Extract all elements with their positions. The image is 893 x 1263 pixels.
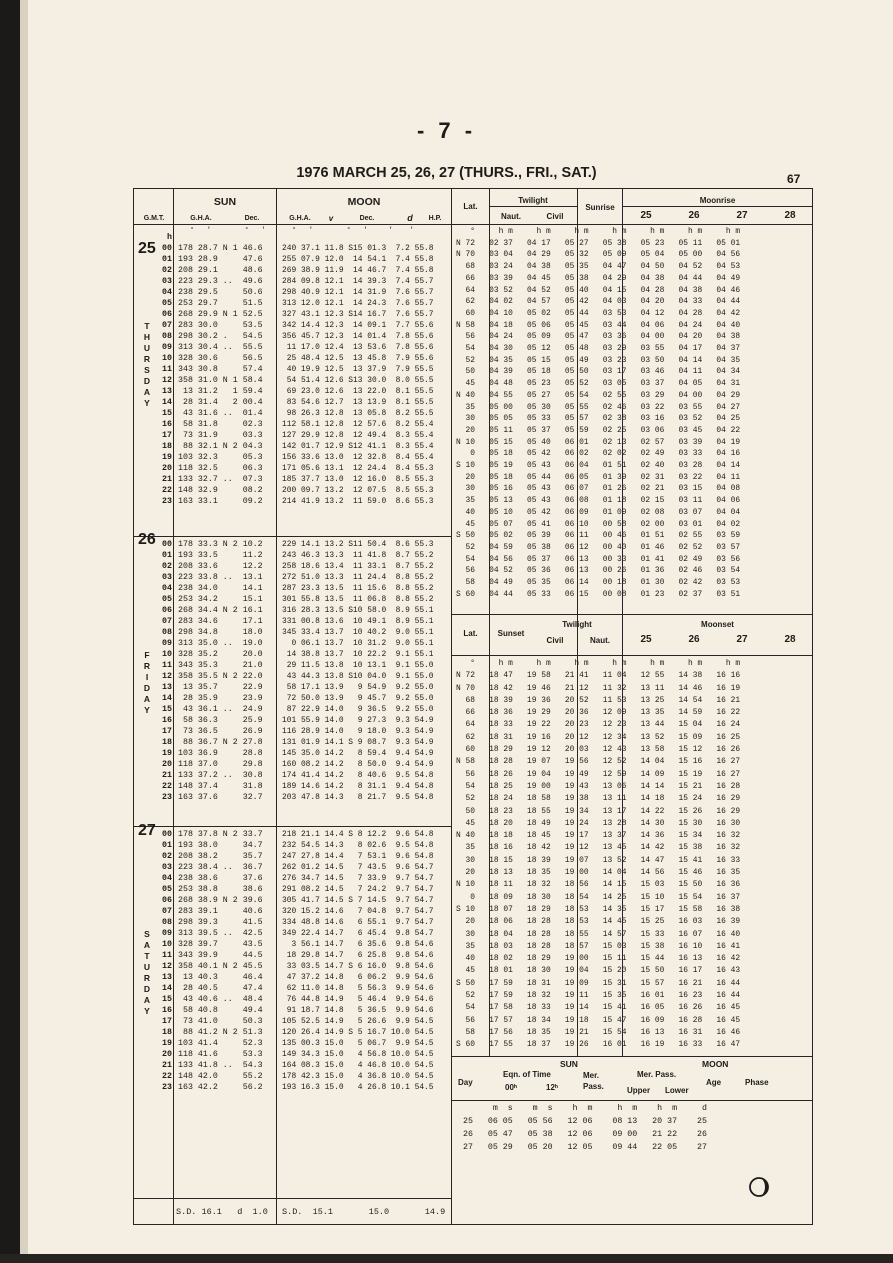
lat-header: Lat.	[463, 202, 478, 211]
weekday-letter: T	[144, 321, 150, 331]
rule-sunset-head-bottom	[451, 655, 813, 656]
weekday-letter: D	[143, 984, 151, 994]
twilight-header: Twilight	[518, 196, 548, 205]
page-corner-number: 67	[787, 172, 801, 186]
bottom-table-rows: m s m s h m h m h m d 25 06 05 05 56 12 06 08 13 20 37 25 26 05 47 05 38 12 06 09 00 21 22 26 27 05 29 05 20 12 05 09 44 22 05 27	[462, 1104, 707, 1152]
moon-phase-icon	[748, 1176, 770, 1198]
moon-gha-header: G.H.A.	[289, 215, 311, 222]
sun-semidiameter: S.D. 16.1 d 1.0	[176, 1207, 268, 1217]
sunset-moonset-table: ° h m h m h m h m h m h m h m N 72 18 47 19 58 21 41 11 04 12 55 14 38 16 16 N 70 18 42 19 46 21 12 11 32 13 11 14 46 16 19 68 18 39 19 36 20 52 11 53 13 25 14 54 16 21 66 18 36 19 29 20 36 12 09 13 35 14 59 16 22 64 18 33 19 22 20 23 12 23 13 44 15 04 16 24 62 18 31 19 16 20 12 12 34 13 52 15 09 16 25 60 18 29 19 12 20 03 12 43 13 58 15 12 16 26 N 58 18 28 19 07 19 56 12 52 14 04 15 16 16 27 56 18 26 19 04 19 49 12 59 14 09 15 19 16 27 54 18 25 19 00 19 43 13 06 14 14 15 21 16 28 52 18 24 18 58 19 38 13 11 14 18 15 24 16 29 50 18 23 18 55 19 34 13 17 14 22 15 26 16 29 45 18 20 18 49 19 24 13 28 14 30 15 30 16 30 N 40 18 18 18 45 19 17 13 37 14 36 15 34 16 32 35 18 16 18 42 19 12 13 45 14 42 15 38 16 32 30 18 15 18 39 19 07 13 52 14 47 15 41 16 33 20 18 13 18 35 19 00 14 04 14 56 15 46 16 35 N 10 18 11 18 32 18 56 14 15 15 03 15 50 16 36 0 18 09 18 30 18 54 14 25 15 10 15 54 16 37 S 10 18 07 18 29 18 53 14 35 15 17 15 58 16 38 20 18 06 18 28 18 53 14 45 15 25 16 03 16 39 30 18 04 18 28 18 55 14 57 15 33 16 07 16 40 35 18 03 18 28 18 57 15 03 15 38 16 10 16 41 40 18 02 18 29 19 00 15 11 15 44 16 13 16 42 45 18 01 18 30 19 04 15 20 15 50 16 17 16 43 S 50 17 59 18 31 19 09 15 31 15 57 16 21 16 44 52 17 59 18 32 19 11 15 35 16 01 16 23 16 44 54 17 58 18 33 19 14 15 41 16 05 16 26 16 45 56 17 57 18 34 19 18 15 47 16 09 16 28 16 45 58 17 56 18 35 19 21 15 54 16 13 16 31 16 46 S 60 17 55 18 37 19 26 16 01 16 19 16 33 16 47	[456, 659, 741, 1050]
weekday-letter: A	[143, 387, 151, 397]
moonrise-day-27: 27	[736, 210, 748, 221]
sun-dec-header: Dec.	[244, 215, 260, 222]
weekday-letter: Y	[144, 705, 150, 715]
page-gutter	[20, 0, 28, 1263]
bottom-day-header: Day	[458, 1078, 473, 1087]
sunset-header: Sunset	[497, 629, 525, 638]
lower-header: Lower	[665, 1086, 689, 1095]
moonset-header: Moonset	[701, 620, 734, 629]
moonrise-day-26: 26	[688, 210, 700, 221]
sunrise-moonrise-table: ° h m h m h m h m h m h m h m N 72 02 37 04 17 05 27 05 38 05 23 05 11 05 01 N 70 03 04 04 29 05 32 05 09 05 04 05 00 04 56 68 03 24 04 38 05 35 04 47 04 50 04 52 04 53 66 03 39 04 45 05 38 04 29 04 38 04 44 04 49 64 03 52 04 52 05 40 04 15 04 28 04 38 04 46 62 04 02 04 57 05 42 04 03 04 20 04 33 04 44 60 04 10 05 02 05 44 03 53 04 12 04 28 04 42 N 58 04 18 05 06 05 45 03 44 04 06 04 24 04 40 56 04 24 05 09 05 47 03 36 04 00 04 20 04 38 54 04 30 05 12 05 48 03 29 03 55 04 17 04 37 52 04 35 05 15 05 49 03 23 03 50 04 14 04 35 50 04 39 05 18 05 50 03 17 03 46 04 11 04 34 45 04 48 05 23 05 52 03 05 03 37 04 05 04 31 N 40 04 55 05 27 05 54 02 55 03 29 04 00 04 29 35 05 00 05 30 05 55 02 46 03 22 03 55 04 27 30 05 05 05 33 05 57 02 38 03 16 03 52 04 25 20 05 11 05 37 05 59 02 25 03 06 03 45 04 22 N 10 05 15 05 40 06 01 02 13 02 57 03 39 04 19 0 05 18 05 42 06 02 02 02 02 49 03 33 04 16 S 10 05 19 05 43 06 04 01 51 02 40 03 28 04 14 20 05 18 05 44 06 05 01 39 02 31 03 22 04 11 30 05 16 05 43 06 07 01 26 02 21 03 15 04 08 35 05 13 05 43 06 08 01 18 02 15 03 11 04 06 40 05 10 05 42 06 09 01 09 02 08 03 07 04 04 45 05 07 05 41 06 10 00 58 02 00 03 01 04 02 S 50 05 02 05 39 06 11 00 46 01 51 02 55 03 59 52 04 59 05 38 06 12 00 40 01 46 02 52 03 57 54 04 56 05 37 06 13 00 33 01 41 02 49 03 56 56 04 52 05 36 06 13 00 26 01 36 02 46 03 54 58 04 49 05 35 06 14 00 18 01 30 02 42 03 53 S 60 04 44 05 33 06 15 00 08 01 23 02 37 03 51	[456, 227, 741, 599]
sun-units: ° ′ ° ′	[190, 227, 266, 235]
moon-semidiameter: S.D. 15.1 15.0 14.9	[282, 1207, 446, 1217]
moon-d-header: d	[407, 213, 413, 223]
bottom-sun-label: SUN	[560, 1059, 578, 1069]
page-title: 1976 MARCH 25, 26, 27 (THURS., FRI., SAT.)	[296, 165, 597, 181]
rule-bottom-head	[451, 1100, 813, 1101]
lat-header-sunset: Lat.	[463, 629, 478, 638]
weekday-letter: Y	[144, 1006, 150, 1016]
moonset-day-27: 27	[736, 634, 748, 645]
equation-of-time-header: Eqn. of Time	[503, 1070, 551, 1079]
weekday-letter: S	[144, 365, 150, 375]
hours-25: h 00 01 02 03 04 05 06 07 08 09 10 11 12 13 14 15 16 17 18 19 20 21 22 23	[161, 233, 172, 506]
page-binding-edge	[0, 0, 20, 1263]
naut-header: Naut.	[501, 212, 521, 221]
rule-day-27	[133, 826, 451, 827]
day-label-26: 26	[138, 531, 156, 548]
moonset-day-26: 26	[688, 634, 700, 645]
rule-sd	[133, 1198, 451, 1199]
bottom-moon-label: MOON	[702, 1059, 729, 1069]
moon-hp-header: H.P.	[428, 215, 442, 222]
weekday-letter: F	[144, 650, 150, 660]
moon-data-27: 218 21.1 14.4 S 8 12.2 9.6 54.8 232 54.5 14.3 8 02.6 9.5 54.8 247 27.8 14.4 7 53.1 9.6 54.8 262 01.2 14.5 7 43.5 9.6 54.7 276 34.7 14.5 7 33.9 9.7 54.7 291 08.2 14.5 7 24.2 9.7 54.7 305 41.7 14.5 S 7 14.5 9.7 54.7 320 15.2 14.6 7 04.8 9.7 54.7 334 48.8 14.6 6 55.1 9.7 54.7 349 22.4 14.7 6 45.4 9.8 54.7 3 56.1 14.7 6 35.6 9.8 54.6 18 29.8 14.7 6 25.8 9.8 54.6 33 03.5 14.7 S 6 16.0 9.8 54.6 47 37.2 14.8 6 06.2 9.9 54.6 62 11.0 14.8 5 56.3 9.9 54.6 76 44.8 14.9 5 46.4 9.9 54.6 91 18.7 14.8 5 36.5 9.9 54.6 105 52.5 14.9 5 26.6 9.9 54.5 120 26.4 14.9 S 5 16.7 10.0 54.5 135 00.3 15.0 5 06.7 9.9 54.5 149 34.3 15.0 4 56.8 10.0 54.5 164 08.3 15.0 4 46.8 10.0 54.5 178 42.3 15.0 4 36.8 10.0 54.5 193 16.3 15.0 4 26.8 10.1 54.5	[282, 830, 434, 1092]
moonset-day-28: 28	[784, 634, 796, 645]
sun-gha-header: G.H.A.	[190, 215, 212, 222]
sunrise-header: Sunrise	[585, 203, 615, 212]
hours-26: 00 01 02 03 04 05 06 07 08 09 10 11 12 13 14 15 16 17 18 19 20 21 22 23	[161, 540, 172, 802]
phase-header: Phase	[745, 1078, 769, 1087]
moonset-day-25: 25	[640, 634, 652, 645]
weekday-letter: H	[143, 332, 151, 342]
moonrise-header: Moonrise	[699, 196, 736, 205]
weekday-letter: T	[144, 951, 150, 961]
twilight-header-evening: Twilight	[562, 620, 592, 629]
rule-day-26	[133, 536, 451, 537]
sun-data-26: 178 33.3 N 2 10.2 193 33.5 11.2 208 33.6 12.2 223 33.8 .. 13.1 238 34.0 14.1 253 34.2 15.1 268 34.4 N 2 16.1 283 34.6 17.1 298 34.8 18.0 313 35.0 .. 19.0 328 35.2 20.0 343 35.3 21.0 358 35.5 N 2 22.0 13 35.7 22.9 28 35.9 23.9 43 36.1 .. 24.9 58 36.3 25.9 73 36.5 26.9 88 36.7 N 2 27.8 103 36.9 28.8 118 37.0 29.8 133 37.2 .. 30.8 148 37.4 31.8 163 37.6 32.7	[178, 540, 263, 802]
weekday-letter: A	[143, 940, 151, 950]
page-number: - 7 -	[416, 118, 477, 143]
moon-v-header: v	[328, 214, 334, 223]
weekday-letter: I	[145, 672, 149, 682]
sun-data-25: 178 28.7 N 1 46.6 193 28.9 47.6 208 29.1 48.6 223 29.3 .. 49.6 238 29.5 50.6 253 29.7 51.5 268 29.9 N 1 52.5 283 30.0 53.5 298 30.2 . 54.5 313 30.4 .. 55.5 328 30.6 56.5 343 30.8 57.4 358 31.0 N 1 58.4 13 31.2 1 59.4 28 31.4 2 00.4 43 31.6 .. 01.4 58 31.8 02.3 73 31.9 03.3 88 32.1 N 2 04.3 103 32.3 05.3 118 32.5 06.3 133 32.7 .. 07.3 148 32.9 08.2 163 33.1 09.2	[178, 244, 263, 506]
upper-header: Upper	[627, 1086, 651, 1095]
moon-dec-header: Dec.	[359, 215, 375, 222]
gmt-header: G.M.T.	[143, 215, 165, 222]
civil-header: Civil	[546, 212, 564, 221]
moonrise-day-25: 25	[640, 210, 652, 221]
moon-units: ° ′ ° ′ ′ ′	[292, 227, 414, 235]
rule-moon-lat	[451, 188, 452, 1225]
page-bottom-edge	[0, 1254, 893, 1263]
weekday-letter: D	[143, 376, 151, 386]
weekday-letter: A	[143, 694, 151, 704]
rule-sunset-head-top	[451, 614, 813, 615]
rule-twilight	[489, 206, 577, 207]
weekday-letter: A	[143, 995, 151, 1005]
rule-sun-moon	[276, 188, 277, 1225]
sun-header: SUN	[213, 196, 237, 208]
moonrise-day-28: 28	[784, 210, 796, 221]
weekday-letter: R	[143, 661, 151, 671]
rule-header	[133, 224, 813, 225]
moon-mer-pass-header: Mer. Pass.	[637, 1070, 677, 1079]
weekday-letter: R	[143, 354, 151, 364]
weekday-letter: U	[143, 343, 151, 353]
day-label-27: 27	[138, 822, 156, 839]
civil-header-evening: Civil	[546, 636, 564, 645]
eqn-00h: 00ʰ	[505, 1083, 517, 1092]
naut-header-evening: Naut.	[590, 636, 610, 645]
moon-header: MOON	[347, 196, 381, 208]
weekday-letter: S	[144, 929, 150, 939]
weekday-letter: D	[143, 683, 151, 693]
eqn-12h: 12ʰ	[546, 1083, 558, 1092]
rule-gmt	[173, 188, 174, 1225]
moon-data-25: 240 37.1 11.8 S15 01.3 7.2 55.8 255 07.9 12.0 14 54.1 7.4 55.8 269 38.9 11.9 14 46.7 7.4 55.8 284 09.8 12.1 14 39.3 7.4 55.7 298 40.9 12.1 14 31.9 7.6 55.7 313 12.0 12.1 14 24.3 7.6 55.7 327 43.1 12.3 S14 16.7 7.6 55.7 342 14.4 12.3 14 09.1 7.7 55.6 356 45.7 12.3 14 01.4 7.8 55.6 11 17.0 12.4 13 53.6 7.8 55.6 25 48.4 12.5 13 45.8 7.9 55.6 40 19.9 12.5 13 37.9 7.9 55.5 54 51.4 12.6 S13 30.0 8.0 55.5 69 23.0 12.6 13 22.0 8.1 55.5 83 54.6 12.7 13 13.9 8.1 55.5 98 26.3 12.8 13 05.8 8.2 55.5 112 58.1 12.8 12 57.6 8.2 55.4 127 29.9 12.8 12 49.4 8.3 55.4 142 01.7 12.9 S12 41.1 8.3 55.4 156 33.6 13.0 12 32.8 8.4 55.4 171 05.6 13.1 12 24.4 8.4 55.3 185 37.7 13.0 12 16.0 8.5 55.3 200 09.7 13.2 12 07.5 8.5 55.3 214 41.9 13.2 11 59.0 8.6 55.3	[282, 244, 434, 506]
rule-bottom-table	[451, 1056, 813, 1057]
rule-moonrise-sub	[622, 206, 813, 207]
weekday-letter: Y	[144, 398, 150, 408]
age-header: Age	[706, 1078, 722, 1087]
moon-data-26: 229 14.1 13.2 S11 50.4 8.6 55.3 243 46.3 13.3 11 41.8 8.7 55.2 258 18.6 13.4 11 33.1 8.7 55.2 272 51.0 13.3 11 24.4 8.8 55.2 287 23.3 13.5 11 15.6 8.8 55.2 301 55.8 13.5 11 06.8 8.8 55.2 316 28.3 13.5 S10 58.0 8.9 55.1 331 00.8 13.6 10 49.1 8.9 55.1 345 33.4 13.7 10 40.2 9.0 55.1 0 06.1 13.7 10 31.2 9.0 55.1 14 38.8 13.7 10 22.2 9.1 55.1 29 11.5 13.8 10 13.1 9.1 55.0 43 44.3 13.8 S10 04.0 9.1 55.0 58 17.1 13.9 9 54.9 9.2 55.0 72 50.0 13.9 9 45.7 9.2 55.0 87 22.9 14.0 9 36.5 9.2 55.0 101 55.9 14.0 9 27.3 9.3 54.9 116 28.9 14.0 9 18.0 9.3 54.9 131 01.9 14.1 S 9 08.7 9.3 54.9 145 35.0 14.2 8 59.4 9.4 54.9 160 08.2 14.2 8 50.0 9.4 54.9 174 41.4 14.2 8 40.6 9.5 54.8 189 14.6 14.2 8 31.1 9.4 54.8 203 47.8 14.3 8 21.7 9.5 54.8	[282, 540, 434, 802]
day-label-25: 25	[138, 240, 156, 257]
sun-mer-pass-header: Mer. Pass.	[583, 1071, 604, 1091]
weekday-letter: R	[143, 973, 151, 983]
sun-data-27: 178 37.8 N 2 33.7 193 38.0 34.7 208 38.2 35.7 223 38.4 .. 36.7 238 38.6 37.6 253 38.8 38.6 268 38.9 N 2 39.6 283 39.1 40.6 298 39.3 41.5 313 39.5 .. 42.5 328 39.7 43.5 343 39.9 44.5 358 40.1 N 2 45.5 13 40.3 46.4 28 40.5 47.4 43 40.6 .. 48.4 58 40.8 49.4 73 41.0 50.3 88 41.2 N 2 51.3 103 41.4 52.3 118 41.6 53.3 133 41.8 .. 54.3 148 42.0 55.2 163 42.2 56.2	[178, 830, 263, 1092]
weekday-letter: U	[143, 962, 151, 972]
hours-27: 00 01 02 03 04 05 06 07 08 09 10 11 12 13 14 15 16 17 18 19 20 21 22 23	[161, 830, 172, 1092]
